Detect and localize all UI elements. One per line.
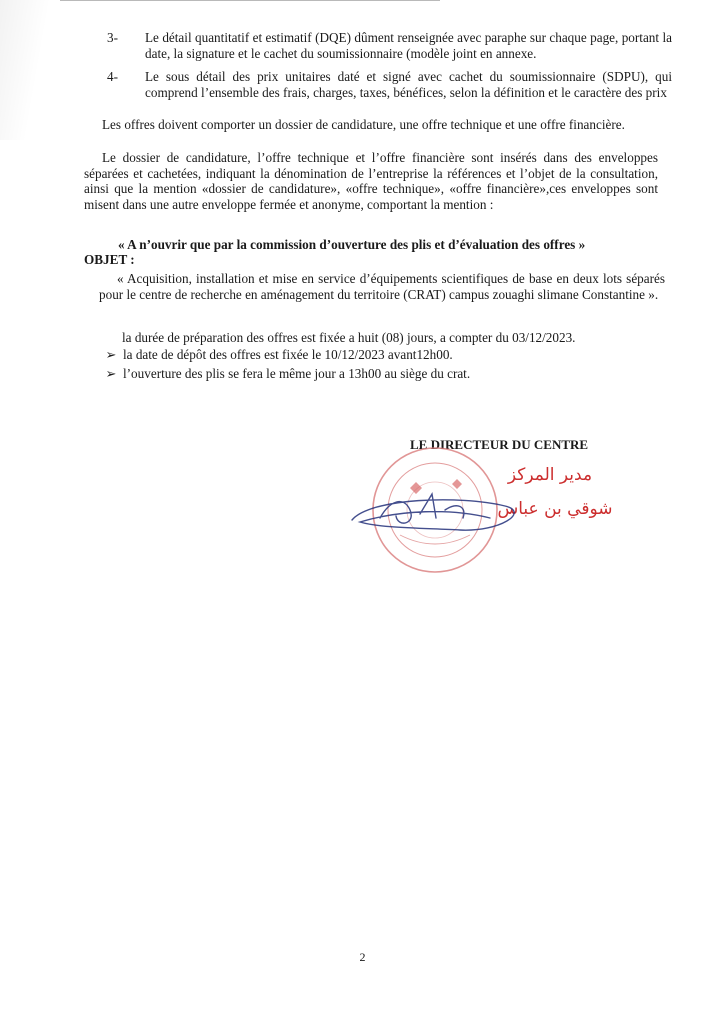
bullet-text: l’ouverture des plis se fera le même jour a 13h00 au siège du crat. [123,366,471,381]
scan-edge-shadow [0,0,60,140]
bullet-item-depot [104,347,644,363]
paragraph-dossier: Le dossier de candidature, l’offre technique et l’offre financière sont insérés dans des enveloppes séparées et cachetées, indiquant la dénomination de l’entreprise la références et l’objet de la consultation, ainsi que la mention «dossier de candidature», «offre technique», «offre financière»,ces enveloppes sont misent dans une autre enveloppe fermée et anonyme, comportant la mention : [84,150,658,212]
paragraph-offres: Les offres doivent comporter un dossier de candidature, une offre technique et une offre financière. [102,117,625,132]
stamp-line-1: مدير المركز [507,465,593,485]
page-number: 2 [359,950,366,964]
list-item-4 [107,69,672,100]
mention-text: « A n’ouvrir que par la commission d’ouverture des plis et d’évaluation des offres » [118,237,586,252]
stamp-line-2: شوقي بن عباس [497,499,613,519]
list-item-3 [107,30,672,61]
list-item-text: Le sous détail des prix unitaires daté et signé avec cachet du soumissionnaire (SDPU), qui comprend l’ensemble des frais, charges, taxes, bénéfices, selon la définition et le caractère des prix [145,69,672,100]
signature-title: LE DIRECTEUR DU CENTRE [410,437,589,452]
arrow-bullet-icon: ➢ [105,366,117,381]
bullet-text: la date de dépôt des offres est fixée le 10/12/2023 avant12h00. [123,347,453,362]
objet-label: OBJET : [84,252,135,267]
list-item-number: 4- [107,69,118,84]
objet-text: « Acquisition, installation et mise en service d’équipements scientifiques de base en deux lots séparés pour le centre de recherche en aménagement du territoire (CRAT) campus zouaghi slimane Constantine ». [99,271,665,302]
bullet-item-ouverture [104,366,644,382]
official-stamp-signature [340,440,640,590]
list-item-text: Le détail quantitatif et estimatif (DQE) dûment renseignée avec paraphe sur chaque page, portant la date, la signature et le cachet du soumissionnaire (modèle joint en annexe. [145,30,672,61]
arrow-bullet-icon: ➢ [105,347,117,362]
top-rule [60,0,440,1]
list-item-number: 3- [107,30,118,45]
duree-text: la durée de préparation des offres est fixée a huit (08) jours, a compter du 03/12/2023. [122,330,576,345]
